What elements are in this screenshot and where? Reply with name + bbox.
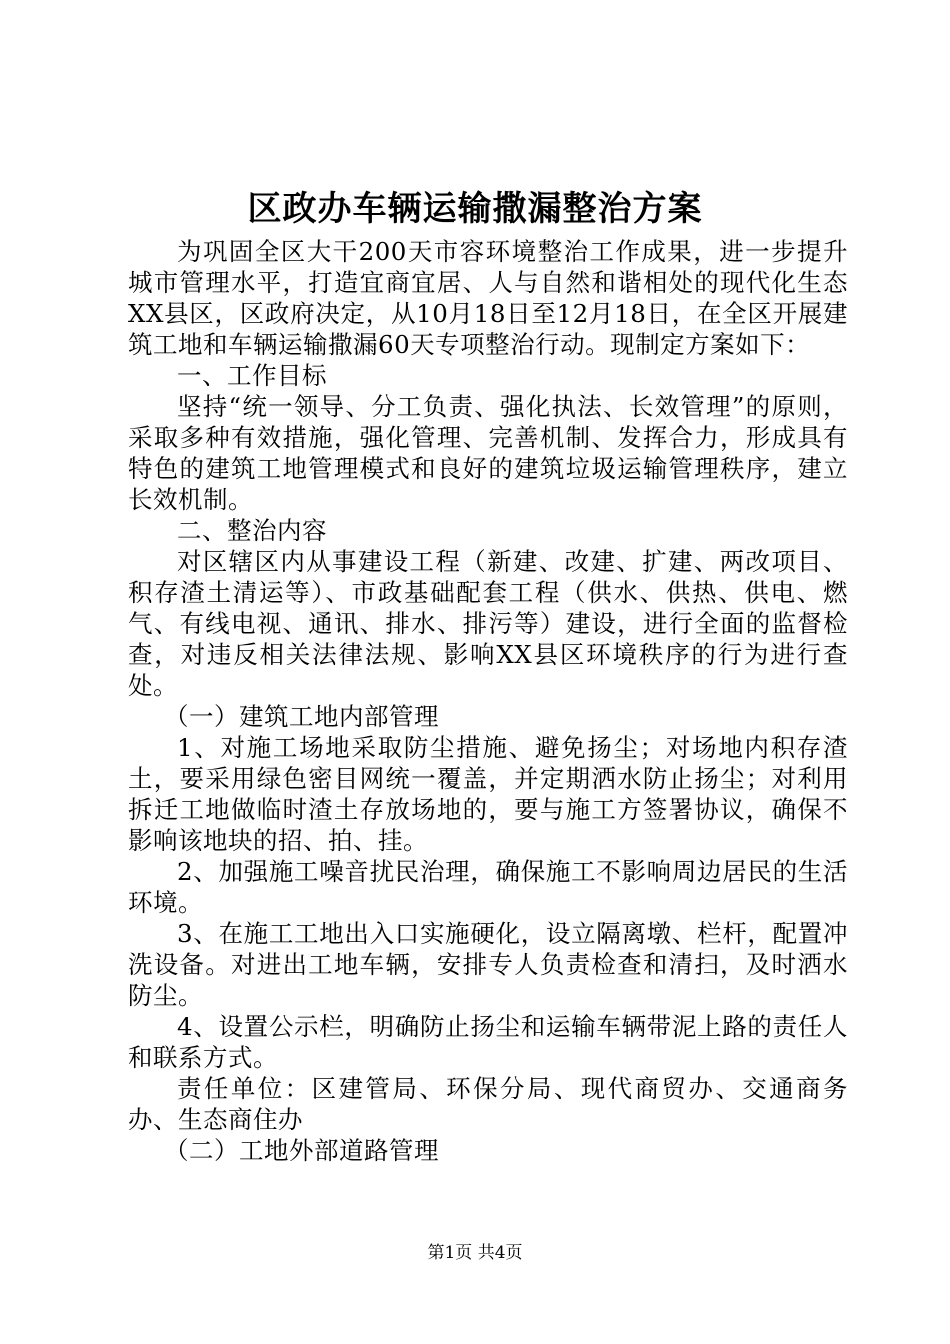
page-number-footer: 第1页 共4页 (427, 1243, 523, 1263)
work-goal-paragraph: 坚持“统一领导、分工负责、强化执法、长效管理”的原则，采取多种有效措施，强化管理、完善机制、发挥合力，形成具有特色的建筑工地管理模式和良好的建筑垃圾运输管理秩序，建立长效机制。 (128, 392, 848, 514)
responsible-units-paragraph: 责任单位：区建管局、环保分局、现代商贸办、交通商务办、生态商住办 (128, 1074, 848, 1134)
list-item: 1、对施工场地采取防尘措施、避免扬尘；对场地内积存渣土，要采用绿色密目网统一覆盖，并定期洒水防止扬尘；对利用拆迁工地做临时渣土存放场地的，要与施工方签署协议，确保不影响该地块的招、拍、挂。 (128, 733, 848, 855)
list-item: 4、设置公示栏，明确防止扬尘和运输车辆带泥上路的责任人和联系方式。 (128, 1012, 848, 1072)
intro-paragraph: 为巩固全区大干200天市容环境整治工作成果，进一步提升城市管理水平，打造宜商宜居、人与自然和谐相处的现代化生态XX县区，区政府决定，从10月18日至12月18日，在全区开展建筑工地和车辆运输撒漏60天专项整治行动。现制定方案如下： (128, 237, 848, 359)
subsection-heading-site-internal: （一）建筑工地内部管理 (164, 702, 439, 731)
rectification-content-paragraph: 对区辖区内从事建设工程（新建、改建、扩建、两改项目、积存渣土清运等）、市政基础配套工程（供水、供热、供电、燃气、有线电视、通讯、排水、排污等）建设，进行全面的监督检查，对违反相关法律法规、影响XX县区环境秩序的行为进行查处。 (128, 547, 848, 700)
document-title: 区政办车辆运输撒漏整治方案 (247, 189, 703, 229)
document-body (128, 236, 848, 1166)
section-heading-rectification-content: 二、整治内容 (177, 516, 327, 545)
list-item: 3、在施工工地出入口实施硬化，设立隔离墩、栏杆，配置冲洗设备。对进出工地车辆，安排专人负责检查和清扫，及时洒水防尘。 (128, 919, 848, 1010)
section-heading-work-goal: 一、工作目标 (177, 361, 327, 390)
subsection-heading-site-external: （二）工地外部道路管理 (164, 1136, 439, 1165)
list-item: 2、加强施工噪音扰民治理，确保施工不影响周边居民的生活环境。 (128, 857, 848, 917)
